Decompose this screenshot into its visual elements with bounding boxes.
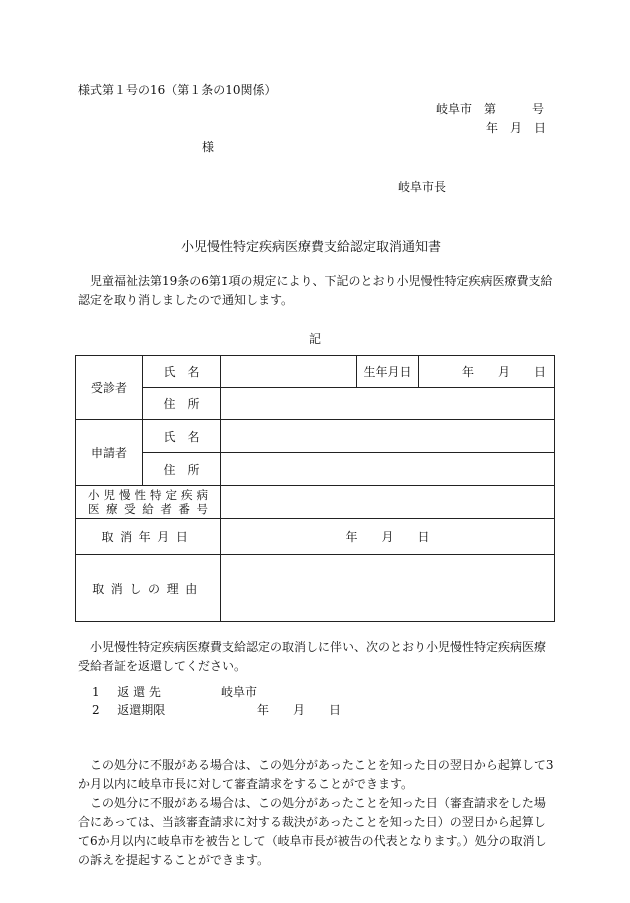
birthdate-label: 生年月日 [357,356,419,388]
addressee-suffix: 様 [202,140,215,154]
birthdate-field[interactable]: 年 月 日 [419,356,555,388]
return-item-1-num: 1 [92,685,100,699]
recipient-number-label [76,486,221,519]
issuer: 岐阜市長 [398,180,447,194]
cancel-date-label: 取消年月日 [76,519,221,555]
cancel-reason-label: 取消しの理由 [76,555,221,622]
cancel-date-field[interactable]: 年 月 日 [221,519,555,555]
return-item-1-label: 返 還 先 [117,685,161,699]
recipient-label: 受診者 [76,356,143,420]
applicant-name-label: 氏 名 [143,420,221,453]
recipient-number-label-line2: 医療受給者番号 [88,502,208,516]
recipient-address-field[interactable] [221,388,555,420]
issue-date: 年 月 日 [486,121,547,135]
recipient-number-field[interactable] [221,486,555,519]
form-number: 様式第１号の16（第１条の10関係） [78,83,277,97]
appeal-paragraph-2: この処分に不服がある場合は、この処分があったことを知った日（審査請求をした場合にあっては、当該審査請求に対する裁決があったことを知った日）の翌日から起算して6か月以内に岐阜市を被告として（岐阜市長が被告の代表となります。）処分の取消しの訴えを提起することができます。 [78,796,547,867]
applicant-address-label: 住 所 [143,453,221,486]
recipient-address-label: 住 所 [143,388,221,420]
return-notice: 小児慢性特定疾病医療費支給認定の取消しに伴い、次のとおり小児慢性特定疾病医療受給者証を返還してください。 [78,640,547,673]
applicant-address-field[interactable] [221,453,555,486]
return-item-1 [92,683,161,700]
document-title: 小児慢性特定疾病医療費支給認定取消通知書 [181,240,442,255]
cancel-reason-field[interactable] [221,555,555,622]
intro-paragraph: 児童福祉法第19条の6第1項の規定により、下記のとおり小児慢性特定疾病医療費支給認定を取り消しましたので通知します。 [78,274,553,307]
appeal-paragraph-1: この処分に不服がある場合は、この処分があったことを知った日の翌日から起算して3か月以内に岐阜市長に対して審査請求をすることができます。 [78,758,554,791]
return-item-2-num: 2 [92,703,100,717]
notice-table [75,355,555,622]
return-item-1-value: 岐阜市 [221,685,258,699]
recipient-name-field[interactable] [221,356,357,388]
ki-marker: 記 [309,332,322,346]
return-item-2-value: 年 月 日 [257,703,342,717]
recipient-name-label: 氏 名 [143,356,221,388]
return-item-2-label: 返還期限 [117,703,166,717]
recipient-number-label-line1: 小児慢性特定疾病 [88,488,208,502]
return-item-2 [92,701,165,718]
applicant-name-field[interactable] [221,420,555,453]
document-number: 岐阜市 第 号 [436,102,545,116]
applicant-label: 申請者 [76,420,143,486]
